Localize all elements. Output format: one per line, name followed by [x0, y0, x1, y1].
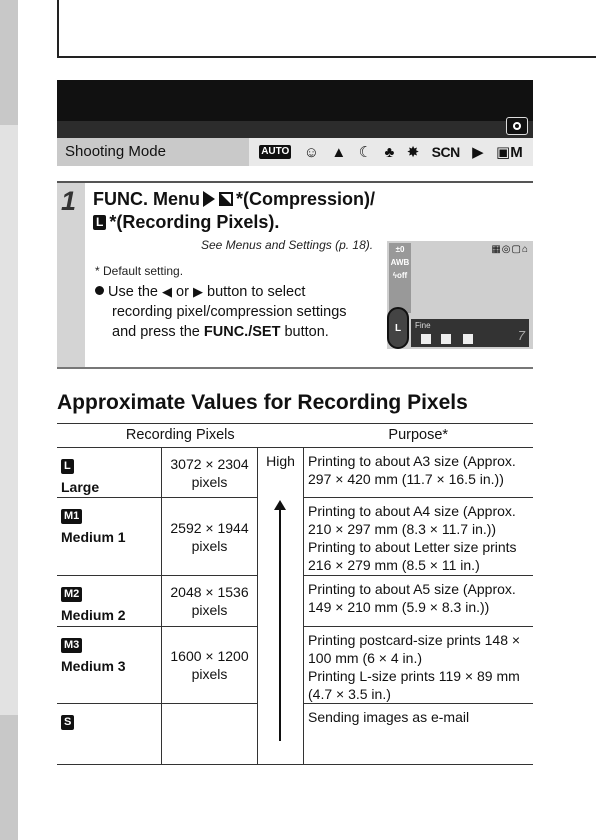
- lcd-size-icon: [421, 334, 431, 344]
- recording-pixels-icon: L: [93, 215, 106, 230]
- lcd-setting-item: ±0: [395, 245, 405, 254]
- pixels-unit: pixels: [191, 602, 228, 618]
- size-name-cell: [57, 498, 162, 576]
- section-banner: [57, 80, 533, 138]
- pixels-cell: [162, 704, 258, 765]
- size-name-cell: [57, 704, 162, 765]
- movie-mode-icon: ▶: [472, 143, 484, 161]
- func-set-button-label: FUNC./SET: [203, 324, 281, 340]
- table-row: [57, 448, 533, 498]
- scn-mode-icon: SCN: [431, 144, 460, 160]
- lcd-fine-label: Fine: [415, 321, 431, 330]
- purpose-text: Sending images as e-mail: [308, 709, 470, 725]
- size-name: Medium 3: [61, 658, 126, 674]
- bullet-rest-text: button to select: [207, 284, 306, 300]
- recording-pixels-table: [57, 423, 533, 765]
- pixels-dimensions: 2592 × 1944: [170, 519, 249, 536]
- purpose-cell: [304, 704, 534, 765]
- landscape-mode-icon: ▲: [331, 143, 347, 161]
- indoor-mode-icon: ✸: [406, 143, 420, 161]
- size-badge-icon: M3: [61, 638, 82, 653]
- purpose-cell: [304, 498, 534, 576]
- double-arrow-icon: [258, 448, 303, 741]
- bullet-line2: recording pixel/compression settings: [112, 304, 347, 320]
- size-badge-icon: M2: [61, 587, 82, 602]
- manual-mode-icon: ▣M: [496, 143, 523, 161]
- lcd-size-icon: [463, 334, 473, 344]
- header-frame: [57, 0, 596, 58]
- pixels-unit: pixels: [191, 537, 228, 554]
- purpose-text: Printing to about A3 size (Approx. 297 × 420 mm (11.7 × 16.5 in.)): [308, 453, 516, 487]
- table-header-row: [57, 424, 533, 448]
- shooting-mode-label: Shooting Mode: [65, 143, 166, 160]
- pixels-cell: [162, 498, 258, 576]
- lcd-settings-column: [389, 243, 411, 313]
- recording-pixels-text: *(Recording Pixels).: [109, 212, 280, 232]
- func-label: FUNC.: [93, 189, 148, 209]
- pixels-cell: [162, 627, 258, 704]
- header-purpose: Purpose*: [304, 424, 534, 448]
- shooting-mode-bar: [57, 138, 533, 166]
- size-name: Medium 1: [61, 529, 126, 545]
- step-instruction-line2: [93, 212, 279, 233]
- purpose-text: Printing to about A5 size (Approx. 149 × 210 mm (5.9 × 8.3 in.)): [308, 581, 516, 615]
- lcd-oval-label: L: [394, 323, 402, 334]
- pixels-value: [162, 576, 257, 626]
- step-number: 1: [61, 186, 77, 216]
- size-badge-icon: L: [61, 459, 74, 474]
- kids-pets-mode-icon: ♣: [384, 143, 395, 161]
- step-instruction-line1: [93, 189, 375, 210]
- pixels-value: [162, 627, 257, 703]
- pixels-unit: pixels: [191, 473, 228, 490]
- auto-mode-icon: AUTO: [261, 146, 290, 157]
- size-name: Medium 2: [61, 607, 126, 623]
- section-title: Approximate Values for Recording Pixels: [57, 391, 468, 414]
- size-name-cell: [57, 576, 162, 627]
- purpose-text: Printing postcard-size prints 148 × 100 mm (6 × 4 in.): [308, 632, 521, 666]
- size-badge-icon: M1: [61, 509, 82, 524]
- right-arrow-icon: ▶: [192, 284, 203, 299]
- instruction-bullet: [95, 282, 375, 342]
- camera-icon: [506, 117, 528, 135]
- quality-high-label: High: [266, 453, 295, 469]
- lcd-status-icons: ▦◎▢⌂: [491, 244, 529, 255]
- lcd-setting-item: AWB: [390, 258, 410, 267]
- bullet-line3-pre: and press the: [112, 324, 200, 340]
- pixels-dimensions: 3072 × 2304: [170, 455, 249, 472]
- pixels-cell: [162, 576, 258, 627]
- bullet-icon: [95, 286, 104, 295]
- page-edge-tab-dark-bottom: [0, 715, 18, 840]
- pixels-cell: [162, 448, 258, 498]
- portrait-mode-icon: ☺: [303, 143, 320, 161]
- page-edge-tab: [0, 0, 18, 840]
- bullet-use-text: Use the: [108, 284, 158, 300]
- purpose-text: Printing to about Letter size prints 216 × 279 mm (8.5 × 11 in.): [308, 539, 517, 573]
- lcd-setting-item: ϟoff: [392, 271, 408, 280]
- size-badge-icon: S: [61, 715, 74, 730]
- size-name-cell: [57, 627, 162, 704]
- see-reference: See Menus and Settings (p. 18).: [201, 238, 374, 252]
- pixels-dimensions: 1600 × 1200: [170, 648, 249, 664]
- default-setting-note: * Default setting.: [95, 264, 184, 278]
- bullet-line3-post: button.: [284, 324, 329, 340]
- quality-range-cell: [258, 448, 304, 765]
- table-body: [57, 448, 533, 765]
- purpose-text: Printing L-size prints 119 × 89 mm (4.7 × 3.5 in.): [308, 668, 520, 702]
- lcd-compression-bar: [411, 319, 529, 347]
- night-mode-icon: ☾: [358, 143, 373, 161]
- bullet-or-text: or: [176, 284, 189, 300]
- pixels-dimensions: 2048 × 1536: [170, 584, 249, 600]
- compression-text: *(Compression)/: [236, 189, 376, 209]
- size-name-cell: [57, 448, 162, 498]
- left-arrow-icon: ◀: [162, 284, 173, 299]
- purpose-cell: [304, 576, 534, 627]
- arrow-right-icon: [203, 191, 215, 207]
- lcd-shot-count: 7: [517, 328, 525, 343]
- pixels-unit: pixels: [191, 666, 228, 682]
- pixels-value: [162, 498, 257, 575]
- compression-icon: [219, 192, 233, 206]
- bullet-line3: [95, 322, 375, 342]
- shooting-mode-icons: [249, 138, 533, 166]
- menu-label: Menu: [153, 189, 201, 209]
- size-name: Large: [61, 479, 100, 495]
- purpose-cell: [304, 448, 534, 498]
- lcd-size-icon: [441, 334, 451, 344]
- purpose-text: Printing to about A4 size (Approx. 210 × 297 mm (8.3 × 11.7 in.)): [308, 503, 516, 537]
- lcd-highlight-oval: [387, 307, 409, 349]
- purpose-cell: [304, 627, 534, 704]
- header-recording-pixels: Recording Pixels: [57, 424, 304, 448]
- camera-lcd-screenshot: [387, 241, 533, 349]
- page-edge-tab-dark-top: [0, 0, 18, 125]
- pixels-value: [162, 704, 257, 764]
- pixels-value: [162, 448, 257, 497]
- section-banner-band: [57, 121, 533, 138]
